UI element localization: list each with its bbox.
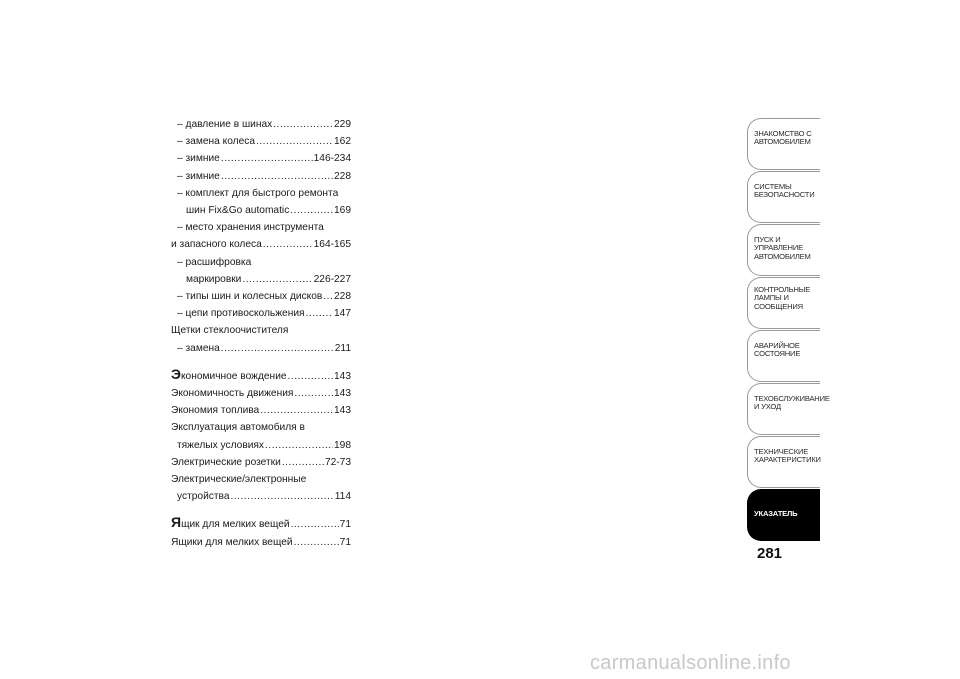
entry-text: – давление в шинах [177, 119, 273, 130]
index-entry [171, 366, 351, 385]
entry-page: 228 [334, 291, 351, 303]
index-entry [171, 116, 351, 133]
entry-page: 229 [334, 119, 351, 130]
entry-text: – зимние [177, 170, 220, 182]
entry-page: 71 [339, 536, 351, 548]
entry-text: Экономичность движения [171, 388, 294, 400]
entry-text: тяжелых условиях [177, 439, 265, 451]
entry-text: – замена [177, 342, 220, 354]
entry-text: маркировки [186, 273, 242, 285]
index-entry [171, 385, 351, 402]
index-column [171, 116, 351, 551]
page-number: 281 [757, 545, 783, 562]
entry-text: – типы шин и колесных дисков [177, 291, 323, 303]
tab-label: ТЕХОБСЛУЖИВАНИЕ И УХОД [754, 394, 830, 412]
tab-label: КОНТРОЛЬНЫЕ ЛАМПЫ И СООБЩЕНИЯ [754, 285, 811, 311]
tab-label: УКАЗАТЕЛЬ [754, 509, 798, 518]
index-entry [171, 402, 351, 419]
entry-text: – замена колеса [177, 136, 256, 148]
index-entry [171, 488, 351, 505]
entry-text: Электрические розетки [171, 456, 281, 468]
tab-specifications[interactable] [747, 436, 820, 488]
tab-label: ТЕХНИЧЕСКИЕ ХАРАКТЕРИСТИКИ [754, 447, 821, 465]
tab-emergency[interactable] [747, 330, 820, 382]
tab-label: СИСТЕМЫ БЕЗОПАСНОСТИ [754, 182, 815, 200]
index-entry [171, 271, 351, 288]
entry-text: кономичное вождение [180, 370, 287, 382]
section-letter: Я [171, 514, 182, 531]
entry-heading: – комплект для быстрого ремонта [177, 187, 339, 199]
entry-page: 198 [334, 439, 351, 451]
entry-page: 114 [334, 491, 351, 503]
entry-page: 169 [334, 205, 351, 217]
entry-heading: Эксплуатация автомобиля в [171, 422, 305, 434]
entry-text: шин Fix&Go automatic [186, 205, 290, 217]
index-entry [171, 305, 351, 322]
index-entry [171, 437, 351, 454]
entry-text: щик для мелких вещей [181, 519, 290, 531]
entry-text: устройства [177, 491, 230, 503]
index-entry [171, 340, 351, 357]
entry-page: 143 [334, 388, 351, 400]
entry-page: 71 [339, 519, 351, 531]
entry-text: – цепи противоскольжения [177, 308, 305, 320]
index-entry [171, 236, 351, 253]
index-entry [171, 288, 351, 305]
tab-index[interactable] [747, 489, 820, 541]
entry-text: и запасного колеса [171, 239, 262, 251]
entry-page: 146-234 [313, 153, 351, 165]
section-letter: Э [171, 365, 181, 382]
tab-label: АВАРИЙНОЕ СОСТОЯНИЕ [754, 341, 801, 359]
entry-page: 211 [334, 342, 351, 354]
entry-page: 72-73 [324, 456, 351, 468]
entry-page: 147 [334, 308, 351, 320]
entry-page: 143 [334, 405, 351, 417]
tab-driving[interactable] [747, 224, 820, 276]
index-entry [171, 514, 351, 533]
entry-text: Ящики для мелких вещей [171, 536, 293, 548]
section-tabs [747, 118, 830, 542]
entry-text: Экономия топлива [171, 405, 260, 417]
index-entry [171, 202, 351, 219]
watermark: carmanualsonline.info [590, 652, 791, 674]
tab-safety[interactable] [747, 171, 820, 223]
tab-warning-lights[interactable] [747, 277, 820, 329]
index-entry [171, 454, 351, 471]
entry-page: 226-227 [313, 273, 351, 285]
index-entry [171, 150, 351, 167]
index-entry [171, 168, 351, 185]
entry-page: 164-165 [313, 239, 351, 251]
tab-label: ПУСК И УПРАВЛЕНИЕ АВТОМОБИЛЕМ [754, 235, 811, 261]
entry-text: – зимние [177, 153, 220, 165]
entry-page: 228 [334, 170, 351, 182]
entry-page: 162 [334, 136, 351, 148]
entry-heading: – место хранения инструмента [177, 222, 324, 234]
entry-heading: Щетки стеклоочистителя [171, 325, 289, 337]
entry-heading: – расшифровка [177, 256, 252, 268]
index-entry [171, 534, 351, 551]
tab-intro[interactable] [747, 118, 820, 170]
entry-heading: Электрические/электронные [171, 474, 307, 486]
entry-page: 143 [334, 370, 351, 382]
index-entry [171, 133, 351, 150]
tab-label: ЗНАКОМСТВО С АВТОМОБИЛЕМ [754, 129, 812, 147]
tab-maintenance[interactable] [747, 383, 830, 435]
